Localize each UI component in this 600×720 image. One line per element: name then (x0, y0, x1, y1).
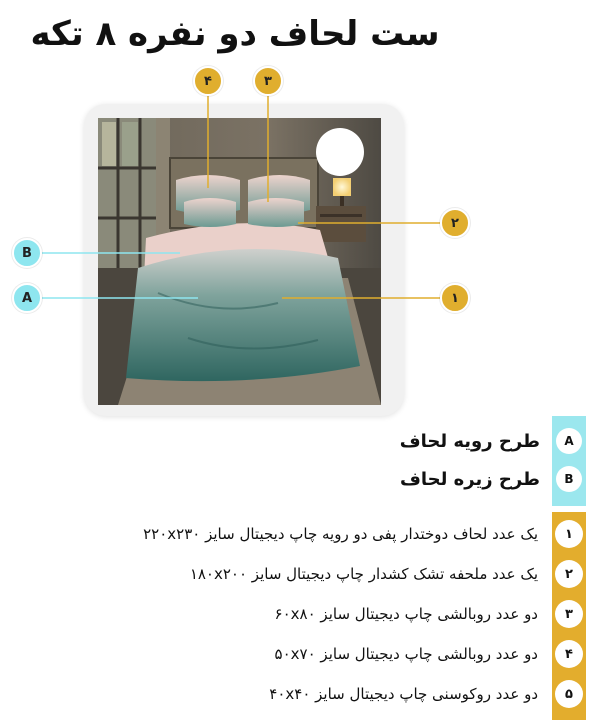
page-title: ست لحاف دو نفره ۸ تکه (30, 14, 440, 54)
legend-badge-a: A (556, 428, 582, 454)
contents-badge-3: ۳ (555, 600, 583, 628)
contents-item-4: دو عدد روبالشی چاپ دیجیتال سایز ۵۰x۷۰ (274, 645, 538, 663)
bedroom-product-photo (98, 118, 381, 405)
contents-badge-2: ۲ (555, 560, 583, 588)
callout-marker-2: ۲ (440, 208, 470, 238)
contents-badge-5: ۵ (555, 680, 583, 708)
contents-badge-4: ۴ (555, 640, 583, 668)
contents-item-5: دو عدد روکوسنی چاپ دیجیتال سایز ۴۰x۴۰ (269, 685, 538, 703)
bed-illustration (98, 118, 381, 405)
legend-item-a: طرح رویه لحاف (399, 430, 540, 452)
contents-item-3: دو عدد روبالشی چاپ دیجیتال سایز ۶۰x۸۰ (274, 605, 538, 623)
legend-item-b: طرح زیره لحاف (399, 468, 540, 490)
contents-item-1: یک عدد لحاف دوختدار پفی دو رویه چاپ دیجیتال سایز ۲۲۰x۲۳۰ (143, 525, 538, 543)
legend-badge-b: B (556, 466, 582, 492)
callout-marker-1: ۱ (440, 283, 470, 313)
callout-marker-4: ۴ (193, 66, 223, 96)
callout-marker-b: B (12, 238, 42, 268)
contents-badge-1: ۱ (555, 520, 583, 548)
callout-marker-3: ۳ (253, 66, 283, 96)
callout-marker-a: A (12, 283, 42, 313)
contents-item-2: یک عدد ملحفه تشک کشدار چاپ دیجیتال سایز ۱۸۰x۲۰۰ (189, 565, 538, 583)
